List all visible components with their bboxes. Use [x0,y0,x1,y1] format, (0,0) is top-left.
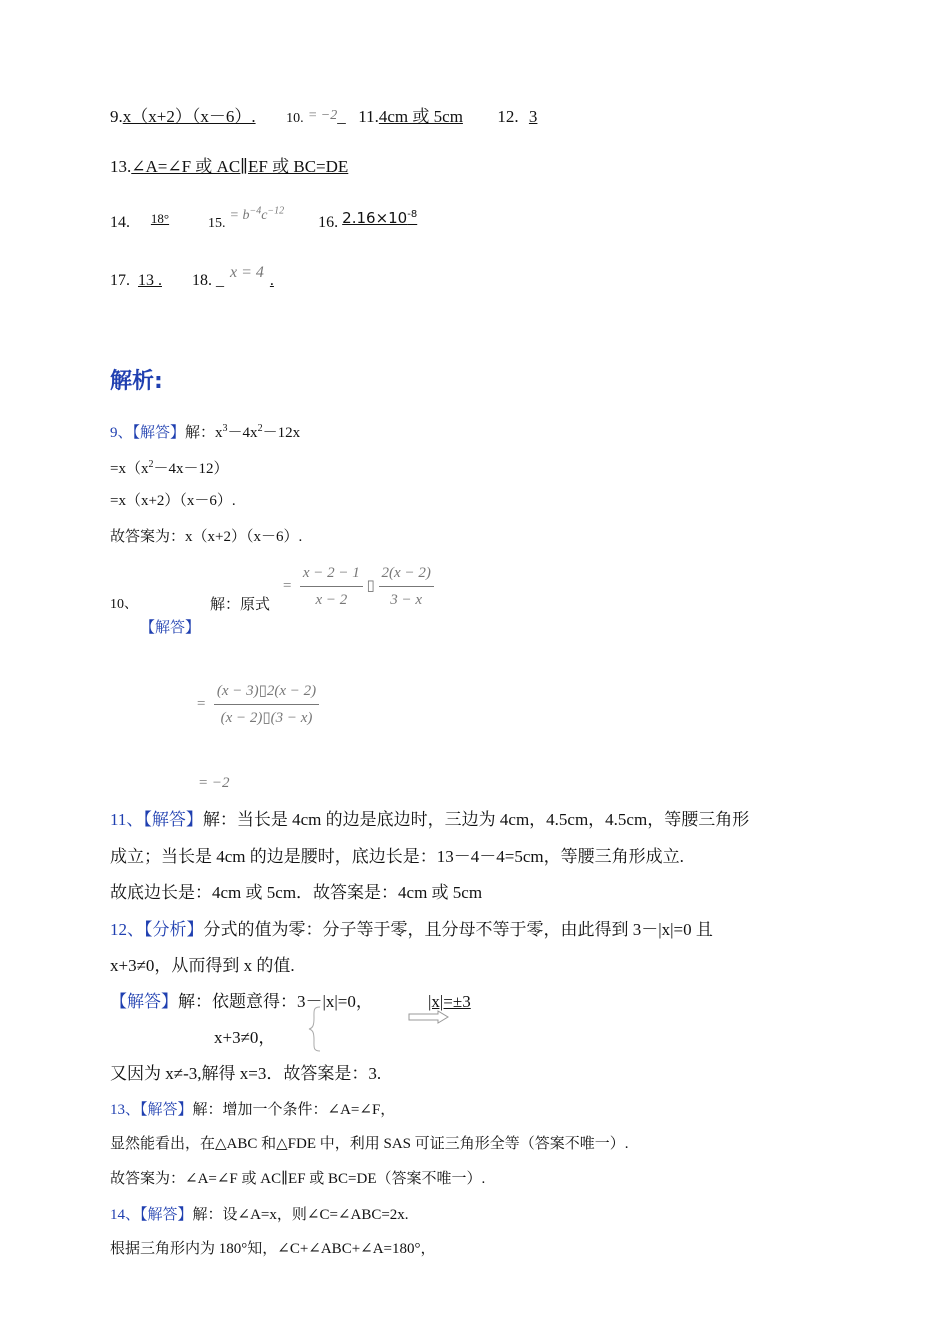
answer-11-number: 11. [358,107,379,126]
s10-fraction-1: = $\frac{x - 2 - 1}{x - 2}$ ▯ $\frac{2(x - 2)}{3 - x}$ [282,560,434,613]
answer-16: $2.16\times 10^{-8}$ [342,209,418,227]
s12-abs-result: |x|=±3 [428,992,471,1011]
s13-tag: 【解答】 [140,1100,193,1118]
answer-9-number: 9. [110,107,123,126]
answer-12-number: 12. [497,107,519,126]
answer-row-14-16 [110,205,418,235]
answer-10-number: 10. [286,111,304,126]
brace-icon [308,1006,322,1052]
s10-number: 10、 [110,597,138,612]
answer-16-number: 16. [318,214,339,231]
answer-18: x = 4 [230,264,264,281]
answer-row-13 [110,156,348,178]
answer-10: = −2 [307,108,338,123]
s13-line1: 13、【解答】解：增加一个条件：∠A=∠F， [110,1100,396,1118]
answer-18-number: 18. [192,272,212,289]
s11-line1: 11、【解答】解：当长是 4cm 的边是底边时，三边为 4cm，4.5cm，4.5cm，等腰三角形 [110,810,750,830]
s14-line1: 14、【解答】解：设∠A=x，则∠C=∠ABC=2x. [110,1205,409,1223]
s9-line3: =x（x+2）（x－6）. [110,493,236,509]
s14-line2: 根据三角形内为 180°知，∠C+∠ABC+∠A=180°， [110,1241,436,1257]
s10-label: 解：原式 [210,597,271,613]
s13-line3: 故答案为：∠A=∠F 或 AC∥EF 或 BC=DE（答案不唯一）. [110,1171,486,1187]
answer-12: 3 [528,107,538,126]
answer-13-number: 13. [110,157,132,176]
answer-14: 18° [150,211,170,226]
s11-tag: 【解答】 [143,810,203,830]
s11-line3: 故底边长是：4cm 或 5cm．故答案是：4cm 或 5cm [110,883,483,902]
answer-14-number: 14. [110,214,130,231]
answer-15-number: 15. [208,216,226,231]
s10-tag: 【解答】 [140,618,201,636]
s12-line4: x+3≠0， [214,1028,276,1047]
s10-result: = −2 [198,775,230,791]
s14-tag: 【解答】 [140,1205,193,1223]
s9-line2: $=x(x^2-4x-12)$ [110,459,229,477]
answer-13: ∠A=∠F 或 AC∥EF 或 BC=DE [131,157,349,176]
s12-line5: 又因为 x≠-3,解得 x=3．故答案是：3. [110,1064,382,1083]
s9-line4: 故答案为：x（x+2）（x－6）. [110,529,303,545]
answer-15: = $b^{-4}c^{-12}$ [229,205,285,223]
answer-11: 4cm 或 5cm [378,107,463,126]
s12-tag2: 【解答】 [110,992,178,1012]
s11-line2: 成立；当长是 4cm 的边是腰时，底边长是：13－4－4=5cm，等腰三角形成立. [110,847,684,866]
s9-line1: 9、【解答】解：$x^3-4x^2-12x$ [110,423,301,441]
s12-line3: 【解答】解：依题意得：3－|x|=0， [110,992,373,1012]
answer-17: 13 . [138,272,162,289]
answer-row-9-12: 9.x（x+2）（x－6）. 10. = −2_ 11.4cm 或 5cm 12. 3 [110,107,538,126]
answer-17-number: 17. [110,272,130,289]
s9-tag: 【解答】 [132,423,186,441]
s12-tag: 【分析】 [144,920,204,940]
s12-line1: 12、【分析】分式的值为零：分子等于零，且分母不等于零，由此得到 3－|x|=0 且 [110,920,713,940]
answer-9: x（x+2）（x－6）. [122,107,256,126]
s13-line2: 显然能看出，在△ABC 和△FDE 中，利用 SAS 可证三角形全等（答案不唯一）. [110,1136,629,1152]
analysis-heading: 解析: [110,369,163,394]
s12-line2: x+3≠0，从而得到 x 的值. [110,956,295,975]
answer-row-17-18: 17. 13 . 18. _ x = 4 . [110,264,274,289]
s10-fraction-2: = $\frac{(x - 3)▯2(x - 2)}{(x - 2)▯(3 - x)}$ [196,678,319,731]
